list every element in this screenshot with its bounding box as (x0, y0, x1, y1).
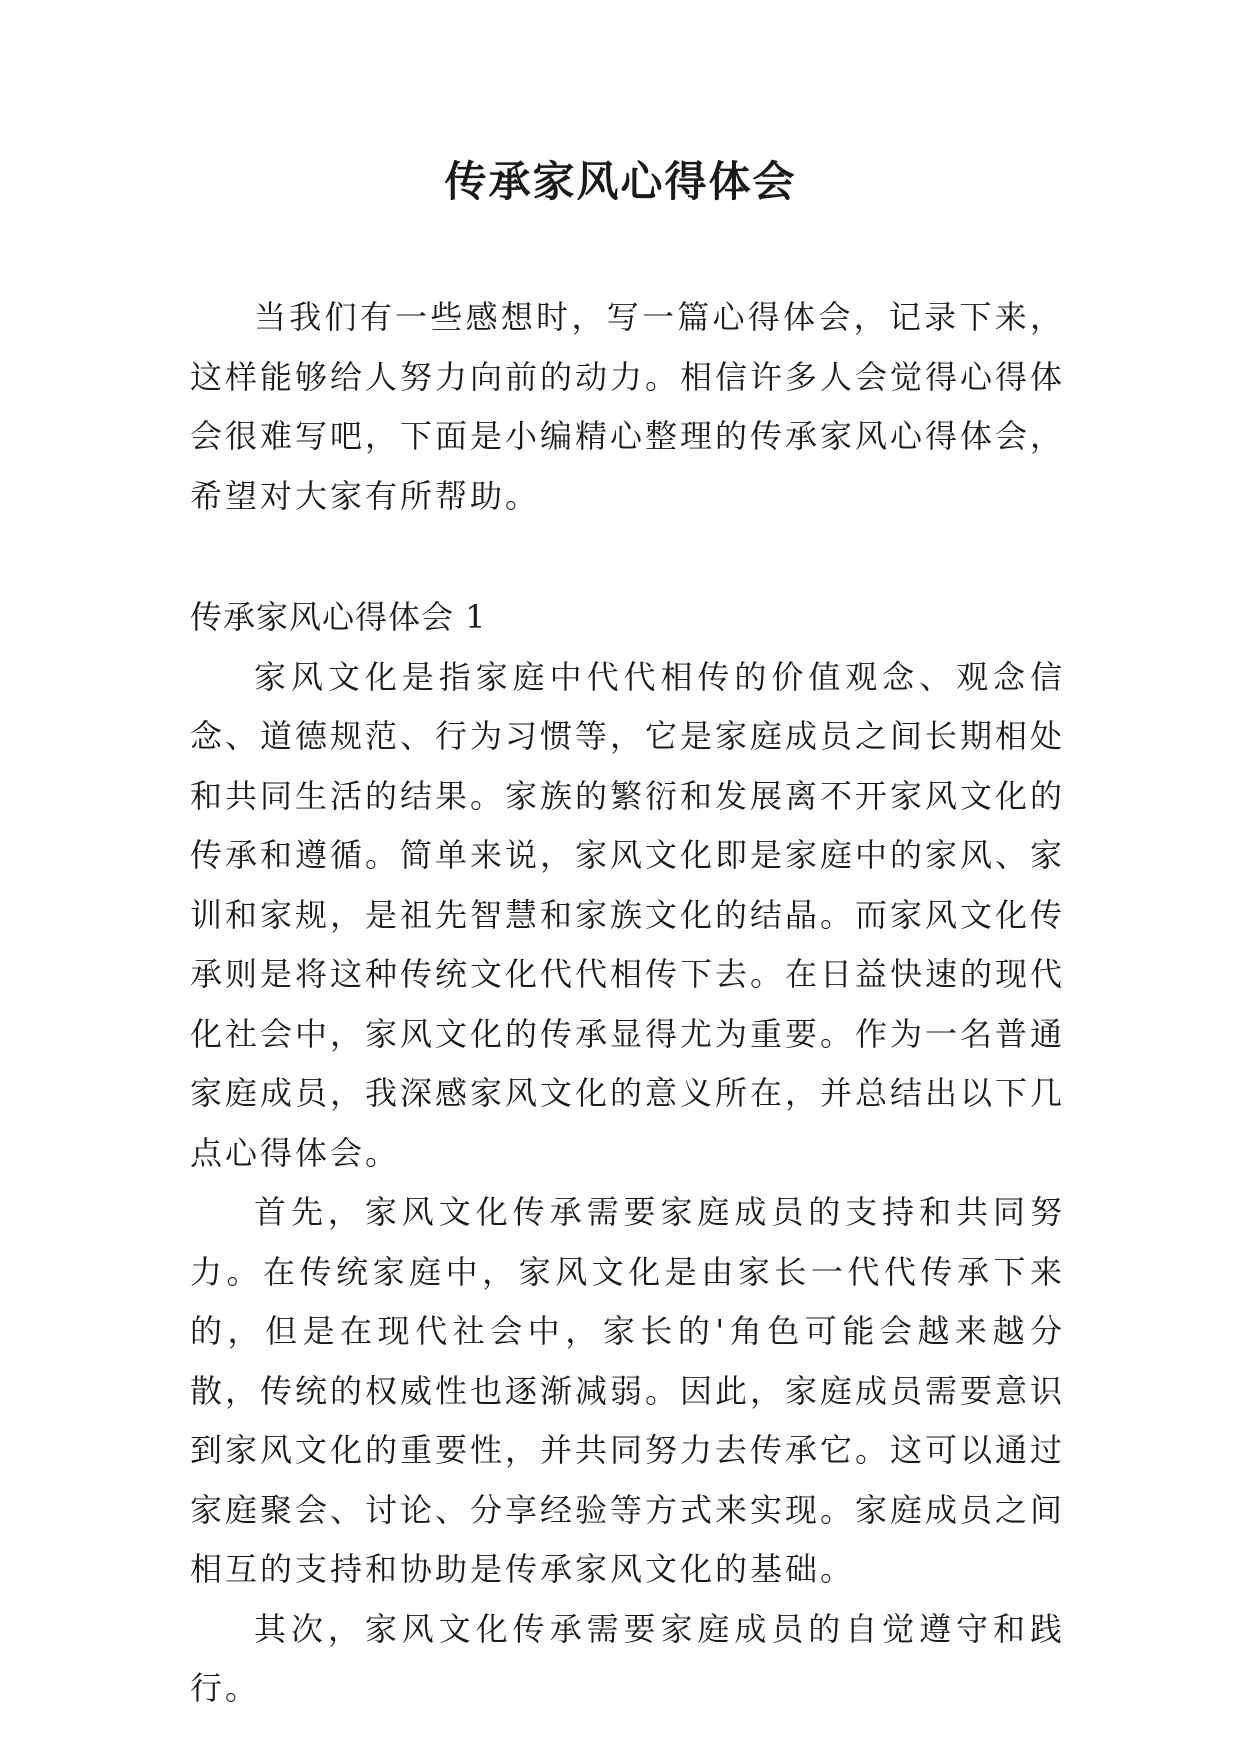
document-body (190, 288, 1065, 1719)
body-paragraph-3: 其次，家风文化传承需要家庭成员的自觉遵守和践行。 (190, 1609, 1065, 1707)
intro-paragraph: 当我们有一些感想时，写一篇心得体会，记录下来，这样能够给人努力向前的动力。相信许多人会觉得心得体会很难写吧，下面是小编精心整理的传承家风心得体会，希望对大家有所帮助。 (190, 298, 1066, 515)
body-paragraph-2: 首先，家风文化传承需要家庭成员的支持和共同努力。在传统家庭中，家风文化是由家长一代代传承下来的，但是在现代社会中，家长的'角色可能会越来越分散，传统的权威性也逐渐减弱。因此，家庭成员需要意识到家风文化的重要性，并共同努力去传承它。这可以通过家庭聚会、讨论、分享经验等方式来实现。家庭成员之间相互的支持和协助是传承家风文化的基础。 (190, 1193, 1066, 1588)
body-paragraph-1: 家风文化是指家庭中代代相传的价值观念、观念信念、道德规范、行为习惯等，它是家庭成员之间长期相处和共同生活的结果。家族的繁衍和发展离不开家风文化的传承和遵循。简单来说，家风文化即是家庭中的家风、家训和家规，是祖先智慧和家族文化的结晶。而家风文化传承则是将这种传统文化代代相传下去。在日益快速的现代化社会中，家风文化的传承显得尤为重要。作为一名普通家庭成员，我深感家风文化的意义所在，并总结出以下几点心得体会。 (190, 657, 1066, 1172)
section-heading: 传承家风心得体会 1 (190, 598, 487, 636)
document-title: 传承家风心得体会 (444, 157, 797, 206)
